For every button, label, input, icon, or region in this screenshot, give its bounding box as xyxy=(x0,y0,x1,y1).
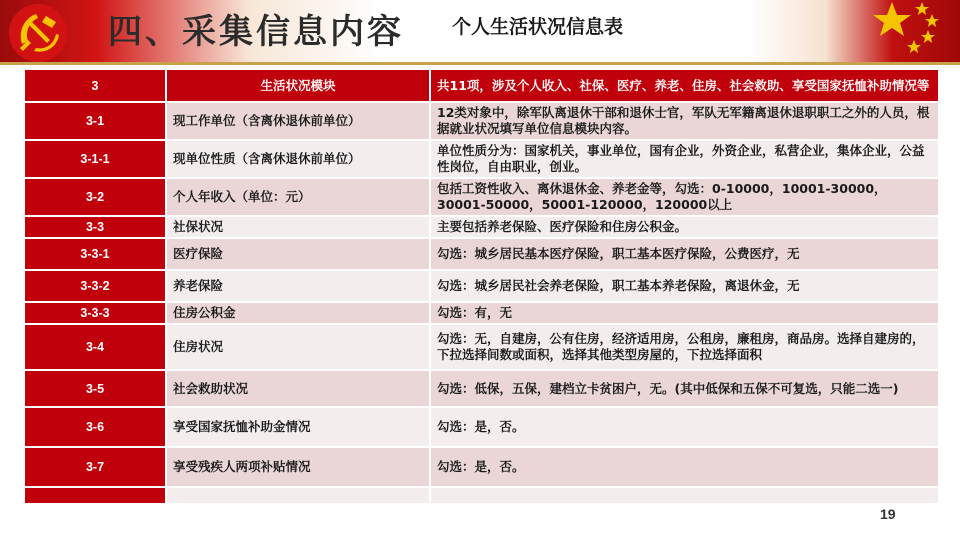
row-item: 现单位性质（含离休退休前单位） xyxy=(166,140,430,178)
row-item: 享受残疾人两项补贴情况 xyxy=(166,447,430,487)
table-row xyxy=(24,487,939,504)
row-code: 3-3-1 xyxy=(24,238,166,270)
table-row xyxy=(24,324,939,370)
table-row xyxy=(24,102,939,140)
row-description: 包括工资性收入、离休退休金、养老金等，勾选：0-10000，10001-30000，30001-50000，50001-120000，120000以上 xyxy=(430,178,939,216)
row-description: 单位性质分为：国家机关，事业单位，国有企业，外资企业，私营企业，集体企业，公益性岗位，自由职业，创业。 xyxy=(430,140,939,178)
row-description: 勾选：城乡居民基本医疗保险，职工基本医疗保险，公费医疗，无 xyxy=(430,238,939,270)
table-row xyxy=(24,407,939,447)
row-description: 勾选：城乡居民社会养老保险，职工基本养老保险，离退休金，无 xyxy=(430,270,939,302)
party-emblem-icon xyxy=(6,2,70,64)
row-item: 住房公积金 xyxy=(166,302,430,324)
table-row xyxy=(24,216,939,238)
slide-title: 四、采集信息内容 xyxy=(108,12,404,52)
row-code: 3-1 xyxy=(24,102,166,140)
row-code: 3-4 xyxy=(24,324,166,370)
row-description: 勾选：是，否。 xyxy=(430,407,939,447)
row-description: 12类对象中，除军队离退休干部和退休士官，军队无军籍离退休退职职工之外的人员，根据就业状况填写单位信息模块内容。 xyxy=(430,102,939,140)
row-item: 养老保险 xyxy=(166,270,430,302)
row-description xyxy=(430,487,939,504)
row-item: 社保状况 xyxy=(166,216,430,238)
row-code xyxy=(24,487,166,504)
table-row xyxy=(24,370,939,407)
table-header-row xyxy=(24,69,939,102)
row-code: 3-2 xyxy=(24,178,166,216)
page-number: 19 xyxy=(880,506,896,522)
row-code: 3-1-1 xyxy=(24,140,166,178)
row-code: 3-3-3 xyxy=(24,302,166,324)
table-row xyxy=(24,140,939,178)
row-item xyxy=(166,487,430,504)
header-description: 共11项，涉及个人收入、社保、医疗、养老、住房、社会救助、享受国家抚恤补助情况等 xyxy=(430,69,939,102)
row-code: 3-6 xyxy=(24,407,166,447)
header-code: 3 xyxy=(24,69,166,102)
row-description: 勾选：是，否。 xyxy=(430,447,939,487)
row-code: 3-5 xyxy=(24,370,166,407)
row-description: 勾选：低保，五保，建档立卡贫困户，无。(其中低保和五保不可复选，只能二选一) xyxy=(430,370,939,407)
header-divider xyxy=(0,62,960,65)
row-code: 3-3 xyxy=(24,216,166,238)
table-row xyxy=(24,302,939,324)
row-code: 3-3-2 xyxy=(24,270,166,302)
row-item: 社会救助状况 xyxy=(166,370,430,407)
row-item: 个人年收入（单位：元） xyxy=(166,178,430,216)
row-description: 勾选：无，自建房，公有住房，经济适用房，公租房，廉租房，商品房。选择自建房的，下拉选择间数或面积，选择其他类型房屋的，下拉选择面积 xyxy=(430,324,939,370)
slide-subtitle: 个人生活状况信息表 xyxy=(452,16,624,38)
row-item: 医疗保险 xyxy=(166,238,430,270)
row-description: 勾选：有，无 xyxy=(430,302,939,324)
table-row xyxy=(24,238,939,270)
row-item: 现工作单位（含离休退休前单位） xyxy=(166,102,430,140)
row-item: 享受国家抚恤补助金情况 xyxy=(166,407,430,447)
row-item: 住房状况 xyxy=(166,324,430,370)
header-module: 生活状况模块 xyxy=(166,69,430,102)
table-row xyxy=(24,178,939,216)
life-status-table xyxy=(23,68,940,505)
row-description: 主要包括养老保险、医疗保险和住房公积金。 xyxy=(430,216,939,238)
row-code: 3-7 xyxy=(24,447,166,487)
stars-decoration-icon xyxy=(862,0,960,62)
table-row xyxy=(24,270,939,302)
table-row xyxy=(24,447,939,487)
